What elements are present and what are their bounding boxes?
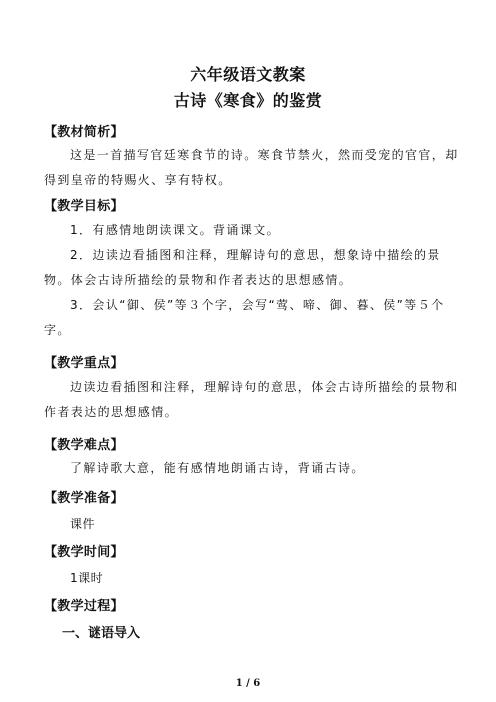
section-heading-analysis: 【教材简析】 [44,125,124,140]
preparation-text: 课件 [70,517,96,531]
difficulties-paragraph: 了解诗歌大意，能有感情地朗诵古诗，背诵古诗。 [70,461,365,475]
section-heading-preparation: 【教学准备】 [44,491,124,506]
page-number: 1 / 6 [235,678,261,689]
section-heading-time: 【教学时间】 [44,545,124,560]
section-heading-goals: 【教学目标】 [44,199,124,214]
section-heading-key-points: 【教学重点】 [44,356,124,371]
key-points-paragraph: 边读边看插图和注释，理解诗句的意思，体会古诗所描绘的景物和作者表达的思想感情。 [44,380,459,419]
goal-item-1: 1．有感情地朗读课文。背诵课文。 [70,223,281,237]
process-step-1: 一、谜语导入 [62,626,141,641]
goal-item-2: 2．边读边看插图和注释，理解诗句的意思，想象诗中描绘的景物。体会古诗所描绘的景物和作者表达的思想感情。 [44,248,441,287]
goal-item-3: 3．会认“御、侯”等３个字，会写“莺、啼、御、暮、侯”等５个字。 [44,298,445,337]
section-heading-difficulties: 【教学难点】 [44,438,124,453]
document-subtitle: 古诗《寒食》的鉴赏 [173,91,323,110]
analysis-paragraph: 这是一首描写官廷寒食节的诗。寒食节禁火，然而受宠的官官，却得到皇帝的特赐火、享有特权。 [44,148,459,187]
time-text: 1课时 [70,571,104,585]
document-title: 六年级语文教案 [190,65,306,84]
section-heading-process: 【教学过程】 [44,599,124,614]
